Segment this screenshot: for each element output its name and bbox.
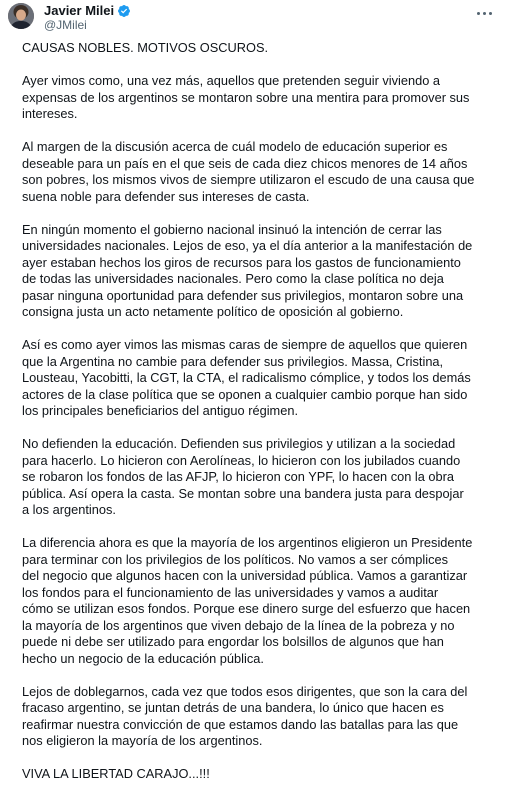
tweet-paragraph: Ayer vimos como, una vez más, aquellos que pretenden seguir viviendo a expensas de los argentinos se montaron sobre una mentira para promover sus intereses. xyxy=(22,73,470,121)
author-handle[interactable]: @JMilei xyxy=(44,18,87,32)
tweet-paragraph: Así es como ayer vimos las mismas caras de siempre de aquellos que quieren que la Argentina no cambie para defender sus privilegios. Massa, Cristina, Lousteau, Yacobitti, la CGT, la CTA, el radicalismo cómplice, y todos los demás actores de la clase política que se oponen a cualquier cambio porque han sido los principales beneficiarios del antiguo régimen. xyxy=(22,337,471,418)
avatar-image xyxy=(8,3,34,29)
more-options-icon[interactable] xyxy=(473,4,495,22)
tweet-paragraph: Al margen de la discusión acerca de cuál modelo de educación superior es deseable para un país en el que seis de cada diez chicos menores de 14 años son pobres, los mismos vivos de siempre utilizaron el escudo de una causa que suena noble para defender sus intereses de casta. xyxy=(22,139,475,204)
tweet-header xyxy=(0,0,509,40)
author-display-name[interactable]: Javier Milei xyxy=(44,3,115,18)
name-row xyxy=(44,3,131,19)
tweet-paragraph: La diferencia ahora es que la mayoría de los argentinos eligieron un Presidente para terminar con los privilegios de los políticos. No vamos a ser cómplices del negocio que algunos hacen con la universidad pública. Vamos a garantizar los fondos para el funcionamiento de las universidades y vamos a auditar cómo se utilizan esos fondos. Porque ese dinero surge del esfuerzo que hacen la mayoría de los argentinos que viven debajo de la línea de la pobreza y no puede ni debe ser utilizado para engordar los bolsillos de algunos que han hecho un negocio de la educación pública. xyxy=(22,535,473,666)
avatar[interactable] xyxy=(8,3,34,29)
more-dot xyxy=(483,12,486,15)
tweet-paragraph: En ningún momento el gobierno nacional insinuó la intención de cerrar las universidades nacionales. Lejos de eso, ya el día anterior a la manifestación de ayer estaban hechos los giros de recursos para los gastos de funcionamiento de todas las universidades nacionales. Pero como la clase política no deja pasar ninguna oportunidad para defender sus privilegios, montaron sobre una consigna justa un acto netamente político de oposición al gobierno. xyxy=(22,221,473,319)
verified-badge-icon xyxy=(117,4,131,18)
tweet-paragraph: Lejos de doblegarnos, cada vez que todos esos dirigentes, que son la cara del fracaso argentino, se juntan detrás de una bandera, lo único que hacen es reafirmar nuestra convicción de que estamos dando las batallas para las que nos eligieron la mayoría de los argentinos. xyxy=(22,683,468,748)
tweet-paragraph: No defienden la educación. Defienden sus privilegios y utilizan a la sociedad para hacerlo. Lo hicieron con Aerolíneas, lo hicieron con los jubilados cuando se robaron los fondos de las AFJP, lo hicieron con YPF, lo hacen con la obra pública. Así opera la casta. Se montan sobre una bandera justa para despojar a los argentinos. xyxy=(22,436,464,517)
more-dot xyxy=(477,12,480,15)
tweet-text xyxy=(22,40,504,799)
more-dot xyxy=(489,12,492,15)
tweet-closing: VIVA LA LIBERTAD CARAJO...!!! xyxy=(22,766,210,781)
tweet-title: CAUSAS NOBLES. MOTIVOS OSCUROS. xyxy=(22,40,269,55)
